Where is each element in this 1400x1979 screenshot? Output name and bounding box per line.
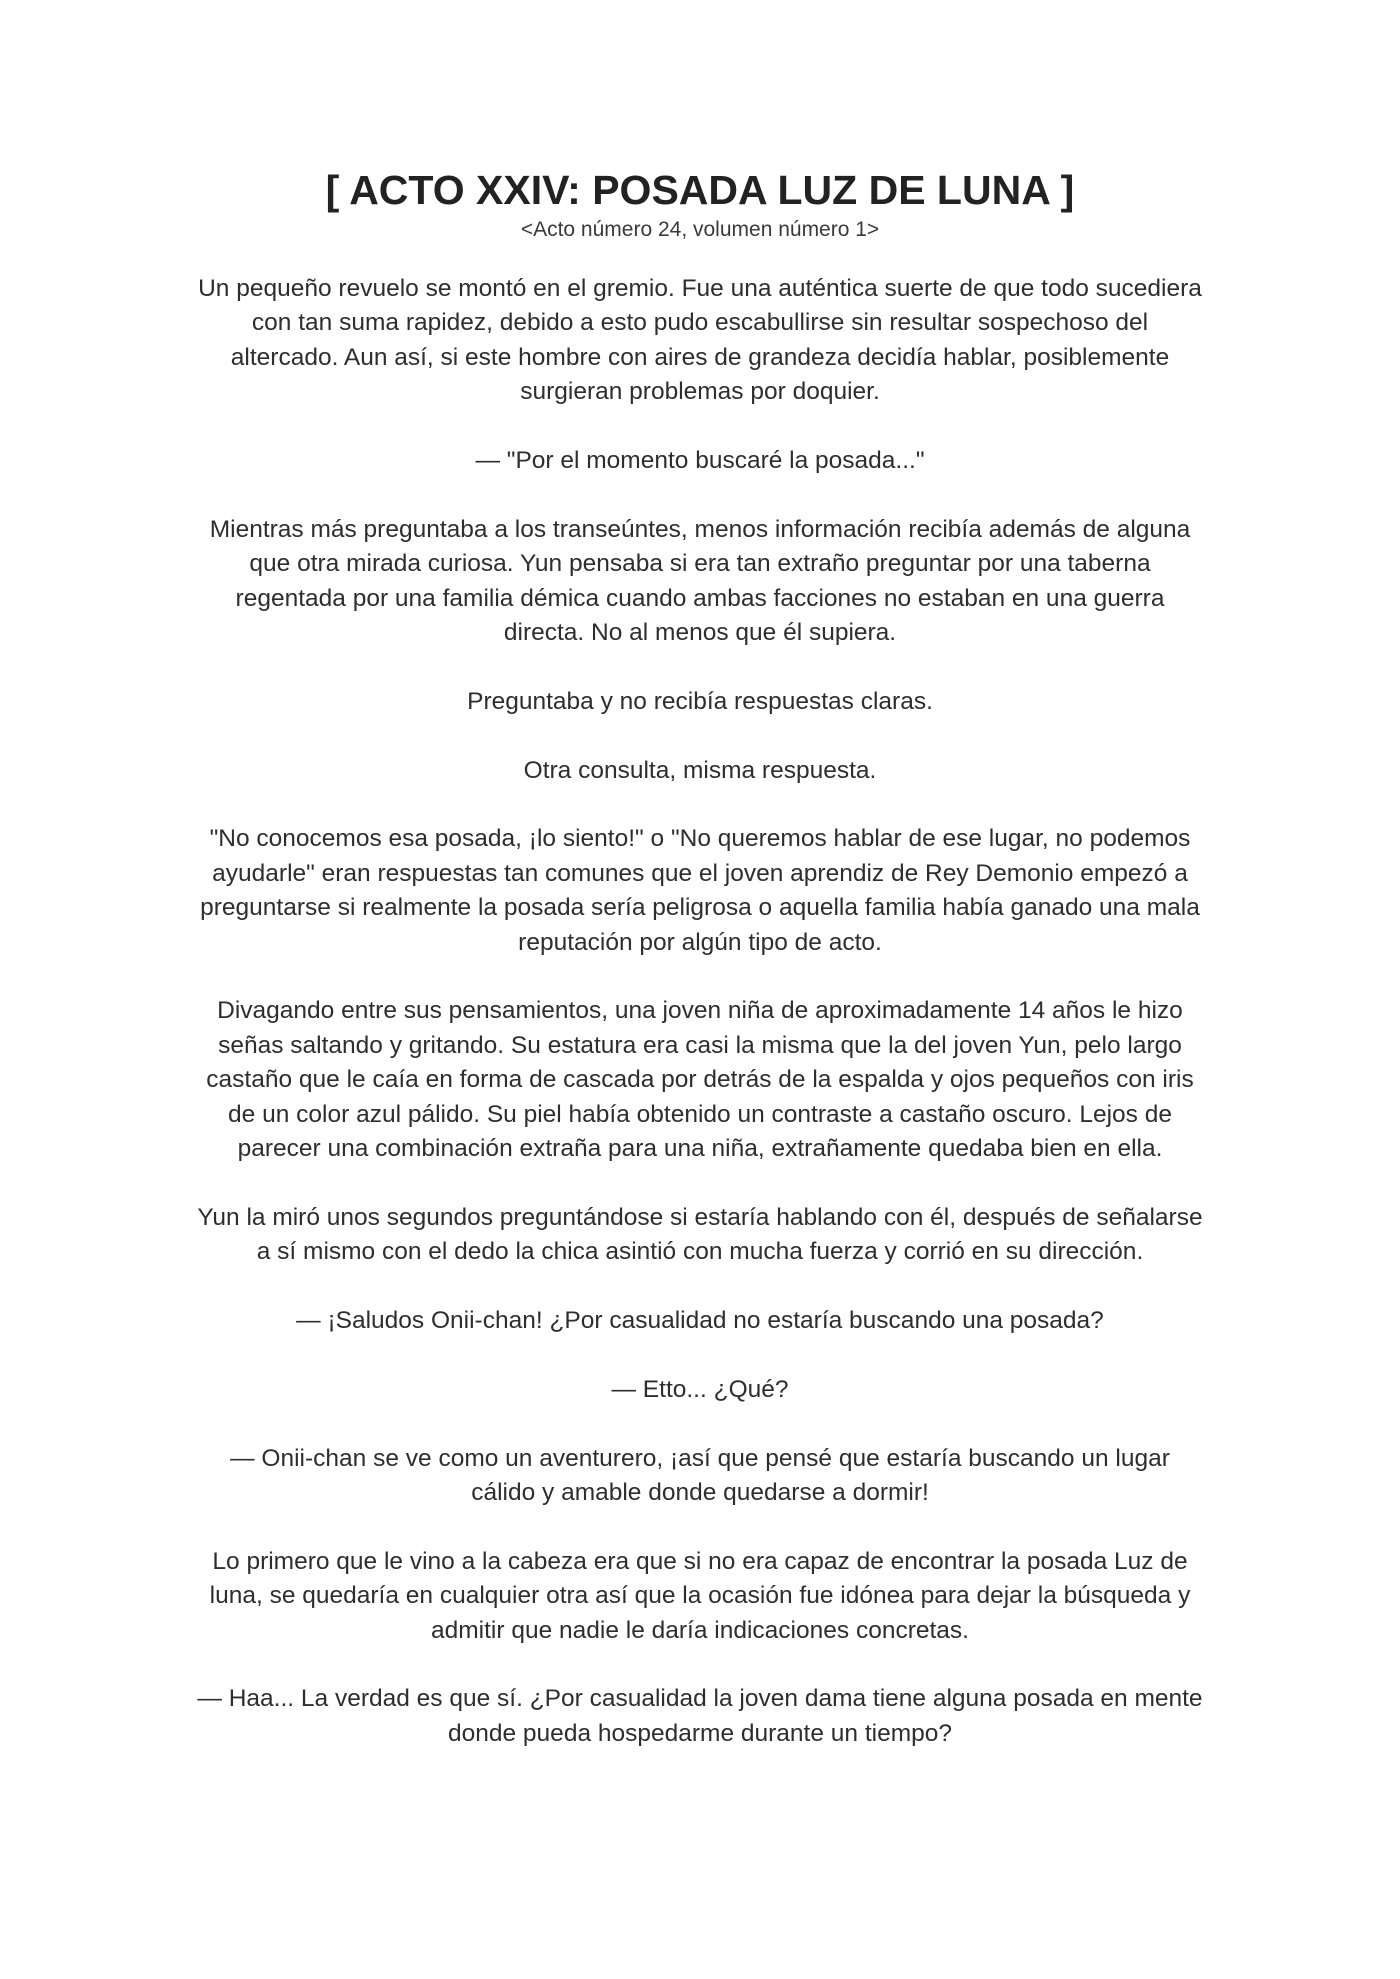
paragraph: — "Por el momento buscaré la posada..."	[475, 447, 925, 475]
paragraph: Yun la miró unos segundos preguntándose si estaría hablando con él, después de señalarse a sí mismo con el dedo la chica asintió con mucha fuerza y corrió en su dirección.	[197, 1203, 1203, 1266]
paragraph: "No conocemos esa posada, ¡lo siento!" o "No queremos hablar de ese lugar, no podemos ayudarle" eran respuestas tan comunes que el joven aprendiz de Rey Demonio empezó a preguntarse si realmente la posada sería peligrosa o aquella familia había ganado una mala reputación por algún tipo de acto.	[200, 825, 1200, 956]
paragraph: Un pequeño revuelo se montó en el gremio. Fue una auténtica suerte de que todo sucediera con tan suma rapidez, debido a esto pudo escabullirse sin resultar sospechoso del altercado. Aun así, si este hombre con aires de grandeza decidía hablar, posiblemente surgieran problemas por doquier.	[198, 275, 1202, 406]
paragraph: — Onii-chan se ve como un aventurero, ¡así que pensé que estaría buscando un lugar cálido y amable donde quedarse a dormir!	[230, 1444, 1170, 1507]
document-body	[195, 272, 1205, 1786]
paragraph: Divagando entre sus pensamientos, una joven niña de aproximadamente 14 años le hizo señas saltando y gritando. Su estatura era casi la misma que la del joven Yun, pelo largo castaño que le caía en forma de cascada por detrás de la espalda y ojos pequeños con iris de un color azul pálido. Su piel había obtenido un contraste a castaño oscuro. Lejos de parecer una combinación extraña para una niña, extrañamente quedaba bien en ella.	[206, 997, 1194, 1163]
paragraph: Lo primero que le vino a la cabeza era que si no era capaz de encontrar la posada Luz de luna, se quedaría en cualquier otra así que la ocasión fue idónea para dejar la búsqueda y admitir que nadie le daría indicaciones concretas.	[209, 1547, 1191, 1644]
paragraph: — Etto... ¿Qué?	[611, 1375, 789, 1403]
paragraph: — ¡Saludos Onii-chan! ¿Por casualidad no estaría buscando una posada?	[296, 1307, 1104, 1335]
paragraph: Preguntaba y no recibía respuestas claras.	[467, 687, 933, 715]
paragraph: — Haa... La verdad es que sí. ¿Por casualidad la joven dama tiene alguna posada en mente donde pueda hospedarme durante un tiempo?	[197, 1685, 1203, 1747]
page-title: [ ACTO XXIV: POSADA LUZ DE LUNA ]	[325, 167, 1075, 213]
paragraph: Otra consulta, misma respuesta.	[523, 756, 877, 784]
paragraph: Mientras más preguntaba a los transeúntes, menos información recibía además de alguna que otra mirada curiosa. Yun pensaba si era tan extraño preguntar por una taberna regentada por una familia démica cuando ambas facciones no estaban en una guerra directa. No al menos que él supiera.	[209, 515, 1191, 647]
page-subtitle: <Acto número 24, volumen número 1>	[520, 218, 880, 241]
